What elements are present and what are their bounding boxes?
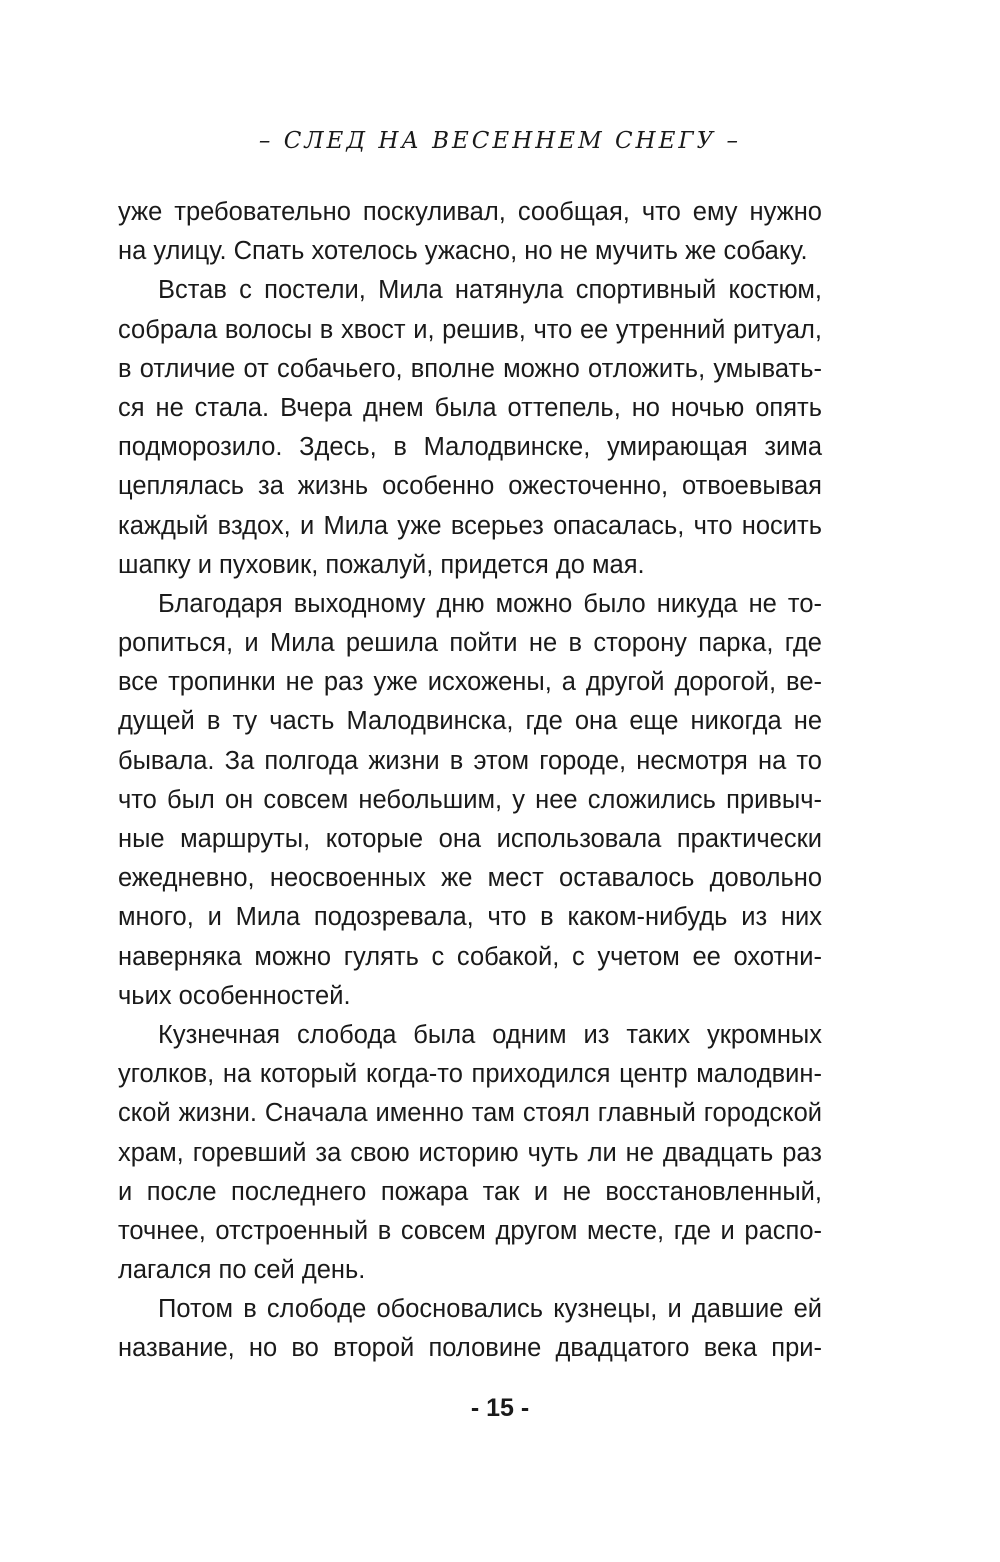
text-line: в отличие от собачьего, вполне можно отложить, умывать- bbox=[118, 354, 822, 383]
text-line: Кузнечная слобода была одним из таких укромных bbox=[158, 1020, 822, 1049]
running-title: – СЛЕД НА ВЕСЕННЕМ СНЕГУ – bbox=[258, 128, 742, 154]
text-line: все тропинки не раз уже исхожены, а другой дорогой, ве- bbox=[118, 668, 822, 697]
text-line: ся не стала. Вчера днем была оттепель, но ночью опять bbox=[118, 393, 822, 422]
text-line: название, но во второй половине двадцатого века при- bbox=[118, 1334, 822, 1363]
text-line: собрала волосы в хвост и, решив, что ее утренний ритуал, bbox=[118, 315, 822, 344]
text-line: точнее, отстроенный в совсем другом месте, где и распо- bbox=[118, 1216, 822, 1245]
text-line: лагался по сей день. bbox=[118, 1256, 366, 1285]
text-line: ные маршруты, которые она использовала практически bbox=[118, 825, 822, 853]
text-line: много, и Мила подозревала, что в каком-нибудь из них bbox=[118, 903, 822, 932]
text-line: что был он совсем небольшим, у нее сложились привыч- bbox=[118, 785, 822, 814]
text-line: шапку и пуховик, пожалуй, придется до мая. bbox=[118, 550, 645, 579]
text-line: ропиться, и Мила решила пойти не в сторону парка, где bbox=[118, 629, 822, 658]
text-line: наверняка можно гулять с собакой, с учетом ее охотни- bbox=[118, 942, 822, 971]
text-line: дущей в ту часть Малодвинска, где она еще никогда не bbox=[118, 707, 822, 736]
text-line: ской жизни. Сначала именно там стоял главный городской bbox=[118, 1099, 822, 1128]
text-line: уголков, на который когда-то приходился центр малодвин- bbox=[118, 1060, 822, 1089]
text-line: на улицу. Спать хотелось ужасно, но не мучить же собаку. bbox=[118, 237, 808, 266]
text-line: чьих особенностей. bbox=[118, 981, 351, 1010]
text-line: цеплялась за жизнь особенно ожесточенно, отвоевывая bbox=[118, 472, 822, 501]
body-text bbox=[118, 193, 822, 1369]
text-line: Встав с постели, Мила натянула спортивный костюм, bbox=[158, 276, 822, 305]
text-line: и после последнего пожара так и не восстановленный, bbox=[118, 1177, 822, 1206]
text-line: уже требовательно поскуливал, сообщая, что ему нужно bbox=[118, 198, 822, 226]
page-number: - 15 - bbox=[470, 1394, 530, 1422]
text-line: ежедневно, неосвоенных же мест оставалось довольно bbox=[118, 864, 822, 893]
text-line: бывала. За полгода жизни в этом городе, несмотря на то bbox=[118, 746, 822, 775]
text-line: каждый вздох, и Мила уже всерьез опасалась, что носить bbox=[118, 511, 822, 540]
text-line: подморозило. Здесь, в Малодвинске, умирающая зима bbox=[118, 433, 822, 462]
text-line: Благодаря выходному дню можно было никуда не то- bbox=[158, 589, 822, 618]
text-line: Потом в слободе обосновались кузнецы, и давшие ей bbox=[158, 1295, 822, 1324]
text-line: храм, горевший за свою историю чуть ли не двадцать раз bbox=[118, 1138, 822, 1167]
